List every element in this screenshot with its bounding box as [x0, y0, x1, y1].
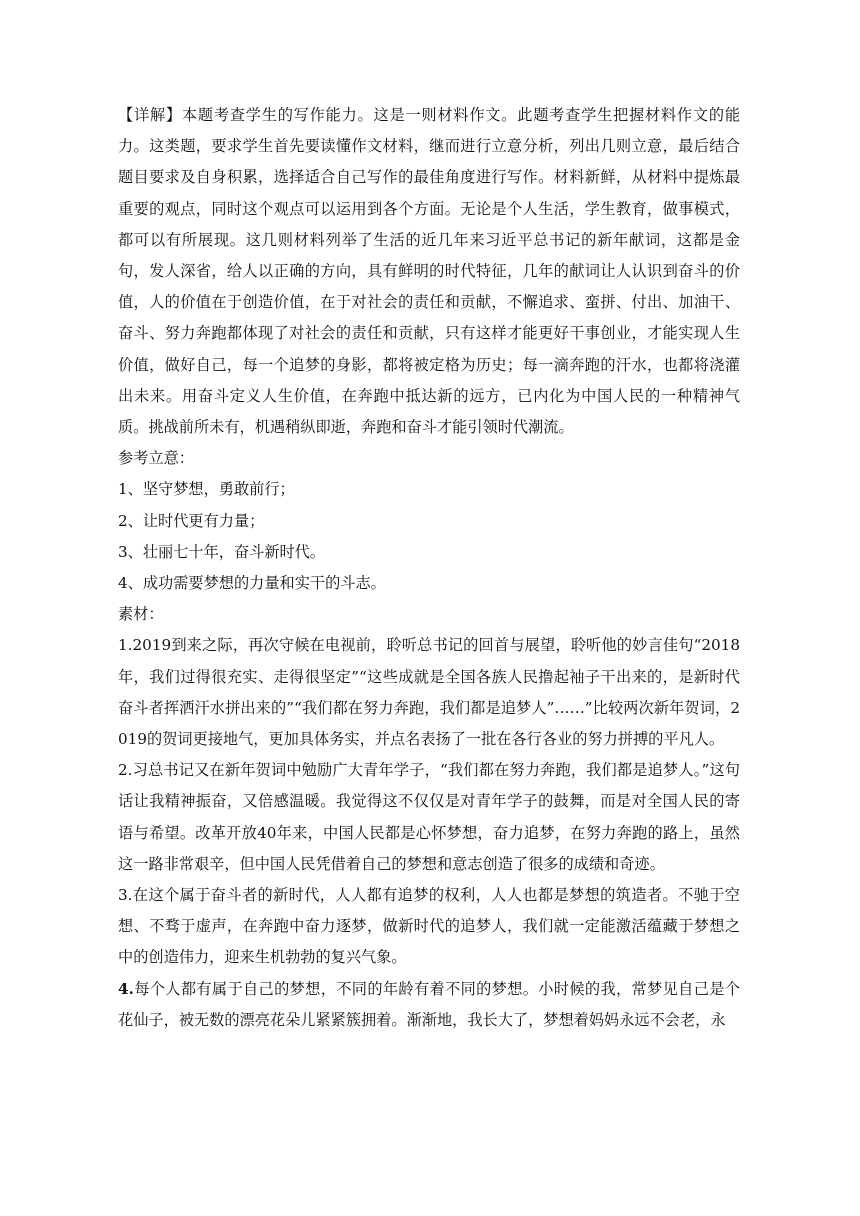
- material-paragraph-4: [118, 974, 740, 1036]
- material-paragraph-4-number: 4.: [118, 979, 134, 998]
- material-paragraph-1: 1.2019到来之际，再次守候在电视前，聆听总书记的回首与展望，聆听他的妙言佳句“2018年，我们过得很充实、走得很坚定”“这些成就是全国各族人民撸起袖子干出来的，是新时代奋斗者挥洒汗水拼出来的”“我们都在努力奔跑，我们都是追梦人”……”比较两次新年贺词，2019的贺词更接地气，更加具体务实，并点名表扬了一批在各行各业的努力拼搏的平凡人。: [118, 636, 740, 749]
- reference-item-3: 3、壮丽七十年，奋斗新时代。: [118, 542, 326, 561]
- material-paragraph-3: 3.在这个属于奋斗者的新时代，人人都有追梦的权利，人人也都是梦想的筑造者。不驰于空想、不骛于虚声，在奔跑中奋力逐梦，做新时代的追梦人，我们就一定能激活蕴藏于梦想之中的创造伟力，迎来生机勃勃的复兴气象。: [118, 886, 740, 967]
- material-paragraph-4-text: 每个人都有属于自己的梦想，不同的年龄有着不同的梦想。小时候的我，常梦见自己是个花仙子，被无数的漂亮花朵儿紧紧簇拥着。渐渐地，我长大了，梦想着妈妈永远不会老，永: [118, 979, 740, 1029]
- analysis-paragraph: 【详解】本题考查学生的写作能力。这是一则材料作文。此题考查学生把握材料作文的能力。这类题，要求学生首先要读懂作文材料，继而进行立意分析，列出几则立意，最后结合题目要求及自身积累，选择适合自己写作的最佳角度进行写作。材料新鲜，从材料中提炼最重要的观点，同时这个观点可以运用到各个方面。无论是个人生活，学生教育，做事模式，都可以有所展现。这几则材料列举了生活的近几年来习近平总书记的新年献词，这都是金句，发人深省，给人以正确的方向，具有鲜明的时代特征，几年的献词让人认识到奋斗的价值，人的价值在于创造价值，在于对社会的责任和贡献，不懈追求、蛮拼、付出、加油干、奋斗、努力奔跑都体现了对社会的责任和贡献，只有这样才能更好干事创业，才能实现人生价值，做好自己，每一个追梦的身影，都将被定格为历史；每一滴奔跑的汗水，也都将浇灌出未来。用奋斗定义人生价值，在奔跑中抵达新的远方，已内化为中国人民的一种精神气质。挑战前所未有，机遇稍纵即逝，奔跑和奋斗才能引领时代潮流。: [118, 106, 740, 437]
- material-paragraph-2: 2.习总书记又在新年贺词中勉励广大青年学子，“我们都在努力奔跑，我们都是追梦人。”这句话让我精神振奋，又倍感温暖。我觉得这不仅仅是对青年学子的鼓舞，而是对全国人民的寄语与希望。改革开放40年来，中国人民都是心怀梦想，奋力追梦，在努力奔跑的路上，虽然这一路非常艰辛，但中国人民凭借着自己的梦想和意志创造了很多的成绩和奇迹。: [118, 761, 740, 873]
- reference-heading: 参考立意：: [118, 449, 194, 468]
- reference-item-2: 2、让时代更有力量；: [118, 511, 265, 530]
- reference-item-1: 1、坚守梦想，勇敢前行；: [118, 480, 295, 499]
- material-heading: 素材：: [118, 605, 164, 624]
- document-page: [118, 100, 740, 1036]
- reference-item-4: 4、成功需要梦想的力量和实干的斗志。: [118, 574, 386, 593]
